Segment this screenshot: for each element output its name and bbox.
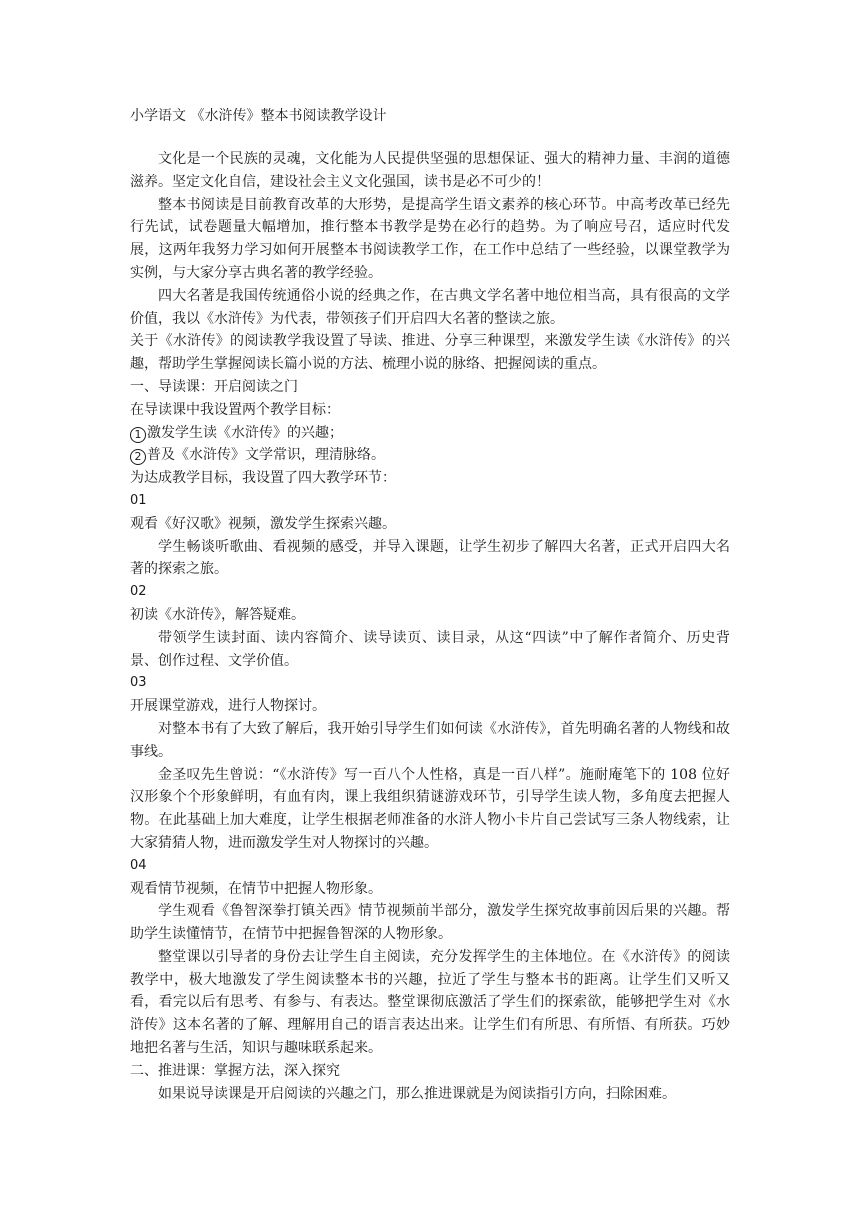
step-heading: 初读《水浒传》，解答疑难。 [130, 606, 305, 623]
section-heading: 一、导读课：开启阅读之门 [130, 378, 298, 395]
list-item [130, 444, 730, 467]
paragraph: 在导读课中我设置两个教学目标： [130, 401, 340, 418]
circled-number-marker: 2 [130, 449, 146, 465]
paragraph: 四大名著是我国传统通俗小说的经典之作，在古典文学名著中地位相当高，具有很高的文学价值，我以《水浒传》为代表，带领孩子们开启四大名著的整读之旅。 [130, 287, 730, 327]
paragraph: 学生畅谈听歌曲、看视频的感受，并导入课题，让学生初步了解四大名著，正式开启四大名著的探索之旅。 [130, 538, 730, 578]
list-item [130, 422, 730, 445]
paragraph: 如果说导读课是开启阅读的兴趣之门，那么推进课就是为阅读指引方向，扫除困难。 [158, 1085, 676, 1102]
list-item-text: 激发学生读《水浒传》的兴趣； [147, 424, 343, 441]
step-heading: 观看情节视频，在情节中把握人物形象。 [130, 880, 382, 897]
paragraph: 带领学生读封面、读内容简介、读导读页、读目录，从这“四读”中了解作者简介、历史背景、创作过程、文学价值。 [130, 629, 730, 669]
step-number: 01 [130, 492, 147, 508]
paragraph: 整堂课以引导者的身份去让学生自主阅读，充分发挥学生的主体地位。在《水浒传》的阅读教学中，极大地激发了学生阅读整本书的兴趣，拉近了学生与整本书的距离。让学生们又听又看，看完以后有思考、有参与、有表达。整堂课彻底激活了学生们的探索欲，能够把学生对《水浒传》这本名著的了解、理解用自己的语言表达出来。让学生们有所思、有所悟、有所获。巧妙地把名著与生活，知识与趣味联系起来。 [130, 948, 730, 1057]
paragraph: 关于《水浒传》的阅读教学我设置了导读、推进、分享三种课型，来激发学生读《水浒传》的兴趣，帮助学生掌握阅读长篇小说的方法、梳理小说的脉络、把握阅读的重点。 [130, 333, 730, 373]
document-body [130, 148, 730, 1105]
document-title: 小学语文 《水浒传》整本书阅读教学设计 [130, 108, 387, 124]
paragraph: 文化是一个民族的灵魂，文化能为人民提供坚强的思想保证、强大的精神力量、丰润的道德滋养。坚定文化自信，建设社会主义文化强国，读书是必不可少的！ [130, 151, 730, 190]
step-number: 04 [130, 857, 147, 873]
step-heading: 观看《好汉歌》视频，激发学生探索兴趣。 [130, 515, 396, 532]
paragraph: 学生观看《鲁智深拳打镇关西》情节视频前半部分，激发学生探究故事前因后果的兴趣。帮助学生读懂情节，在情节中把握鲁智深的人物形象。 [130, 903, 730, 943]
paragraph: 整本书阅读是目前教育改革的大形势，是提高学生语文素养的核心环节。中高考改革已经先行先试，试卷题量大幅增加，推行整本书教学是势在必行的趋势。为了响应号召，适应时代发展，这两年我努力学习如何开展整本书阅读教学工作，在工作中总结了一些经验，以课堂教学为实例，与大家分享古典名著的教学经验。 [130, 196, 730, 281]
paragraph: 为达成教学目标，我设置了四大教学环节： [130, 470, 396, 487]
circled-number-marker: 1 [130, 427, 146, 443]
step-number: 02 [130, 584, 147, 600]
step-heading: 开展课堂游戏，进行人物探讨。 [130, 698, 326, 715]
step-number: 03 [130, 675, 147, 691]
paragraph: 金圣叹先生曾说：“《水浒传》写一百八个人性格，真是一百八样”。施耐庵笔下的 108 位好汉形象个个形象鲜明，有血有肉，课上我组织猜谜游戏环节，引导学生读人物，多角度去把握人物。在此基础上加大难度，让学生根据老师准备的水浒人物小卡片自己尝试写三条人物线索，让大家猜猜人物，进而激发学生对人物探讨的兴趣。 [130, 766, 730, 851]
section-heading: 二、推进课：掌握方法，深入探究 [130, 1062, 340, 1079]
list-item-text: 普及《水浒传》文学常识，理清脉络。 [147, 447, 385, 464]
paragraph: 对整本书有了大致了解后，我开始引导学生们如何读《水浒传》，首先明确名著的人物线和故事线。 [130, 720, 730, 760]
